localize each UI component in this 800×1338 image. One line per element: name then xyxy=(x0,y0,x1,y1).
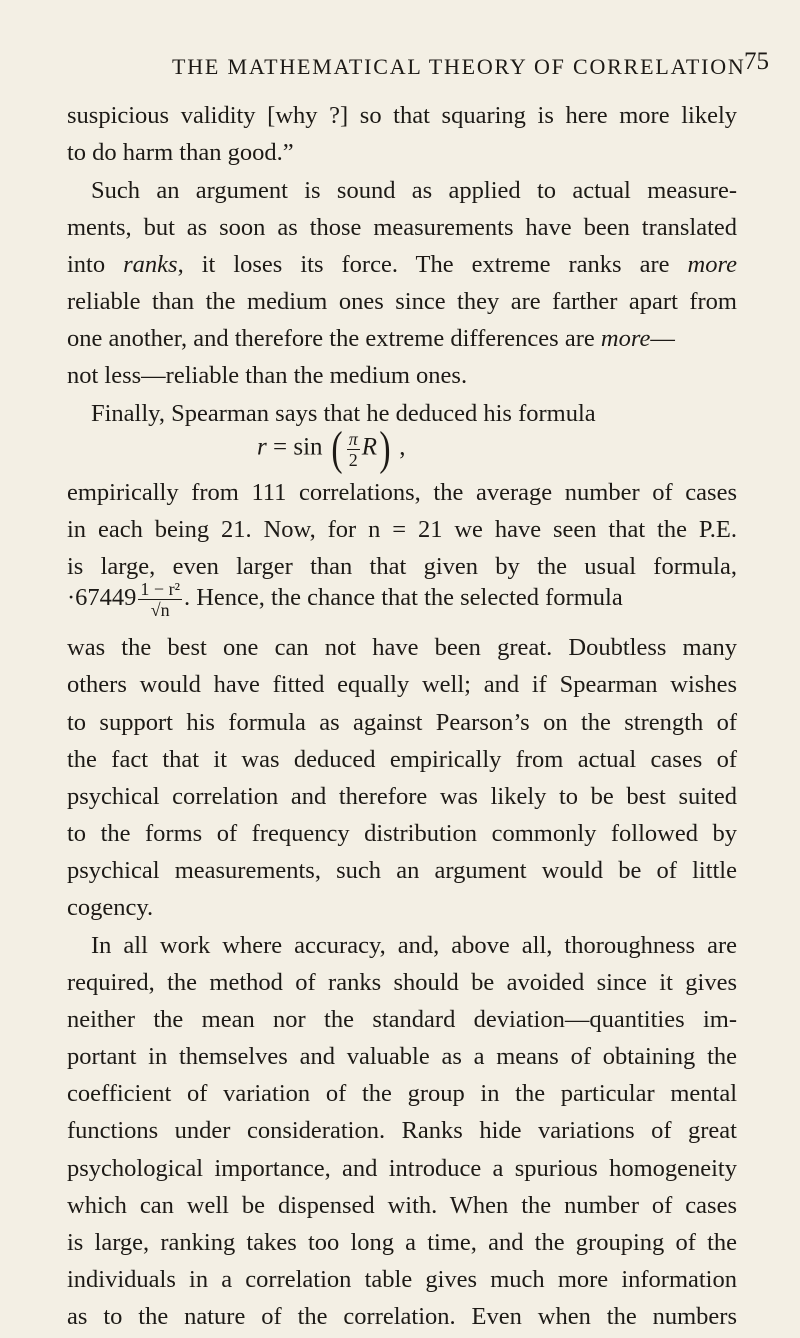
text-line-7: one another, and therefore the extreme differences are more— xyxy=(67,325,675,352)
text-line-11: in each being 21. Now, for n = 21 we have seen that the P.E. xyxy=(67,516,737,543)
text-line-10: empirically from 111 correlations, the average number of cases xyxy=(67,479,737,506)
pe-denominator: √n xyxy=(150,600,170,620)
pe-numerator: 1 − r² xyxy=(140,579,180,599)
text-line-13: was the best one can not have been great. Doubtless many xyxy=(67,634,737,661)
text-line-1: suspicious validity [why ?] so that squaring is here more likely xyxy=(67,102,737,129)
text-line-14: others would have fitted equally well; and if Spearman wishes xyxy=(67,671,737,698)
right-paren-icon: ) xyxy=(379,422,391,475)
pe-coefficient: ·67449 xyxy=(67,584,137,612)
page-number: 75 xyxy=(744,48,769,75)
text-line-23: neither the mean nor the standard deviation—quantities im- xyxy=(67,1006,737,1033)
formula-equals-sin: = sin xyxy=(266,433,329,461)
text-line-26: functions under consideration. Ranks hide variations of great xyxy=(67,1117,737,1144)
text-line-12: is large, even larger than that given by the usual formula, xyxy=(67,553,737,580)
running-title: THE MATHEMATICAL THEORY OF CORRELATION xyxy=(172,54,746,79)
text-line-18: to the forms of frequency distribution commonly followed by xyxy=(67,820,737,847)
text-line-5: into ranks, it loses its force. The extreme ranks are more xyxy=(67,251,737,278)
text-line-22: required, the method of ranks should be avoided since it gives xyxy=(67,969,737,996)
text-line-17: psychical correlation and therefore was likely to be best suited xyxy=(67,783,737,810)
pe-line-text: . Hence, the chance that the selected formula xyxy=(183,584,623,612)
formula-comma: , xyxy=(393,433,406,461)
text-line-30: individuals in a correlation table gives much more information xyxy=(67,1266,737,1293)
formula-denominator: 2 xyxy=(348,449,358,470)
text-line-6: reliable than the medium ones since they are farther apart from xyxy=(67,288,737,315)
text-line-9: Finally, Spearman says that he deduced his formula xyxy=(91,400,596,427)
text-line-31: as to the nature of the correlation. Even when the numbers xyxy=(67,1303,737,1330)
text-line-3: Such an argument is sound as applied to actual measure- xyxy=(91,177,737,204)
pe-formula-line xyxy=(67,580,623,630)
spearman-formula xyxy=(257,422,406,475)
formula-numerator: π xyxy=(348,428,358,449)
formula-fraction xyxy=(347,430,360,469)
text-line-2: to do harm than good.” xyxy=(67,139,294,166)
text-line-16: the fact that it was deduced empirically from actual cases of xyxy=(67,746,737,773)
formula-variable-R: R xyxy=(361,433,378,461)
text-line-27: psychological importance, and introduce a spurious homogeneity xyxy=(67,1155,737,1182)
text-line-25: coefficient of variation of the group in the particular mental xyxy=(67,1080,737,1107)
text-line-8: not less—reliable than the medium ones. xyxy=(67,362,468,389)
text-line-19: psychical measurements, such an argument would be of little xyxy=(67,857,737,884)
formula-variable-r: r xyxy=(257,433,267,461)
text-line-21: In all work where accuracy, and, above all, thoroughness are xyxy=(91,932,737,959)
text-line-24: portant in themselves and valuable as a means of obtaining the xyxy=(67,1043,737,1070)
pe-fraction xyxy=(138,580,182,619)
text-line-28: which can well be dispensed with. When the number of cases xyxy=(67,1192,737,1219)
text-line-20: cogency. xyxy=(67,894,154,921)
text-line-15: to support his formula as against Pearson’s on the strength of xyxy=(67,709,737,736)
page-header xyxy=(0,48,800,94)
left-paren-icon: ( xyxy=(331,422,343,475)
text-line-4: ments, but as soon as those measurements have been translated xyxy=(67,214,737,241)
text-line-29: is large, ranking takes too long a time, and the grouping of the xyxy=(67,1229,737,1256)
